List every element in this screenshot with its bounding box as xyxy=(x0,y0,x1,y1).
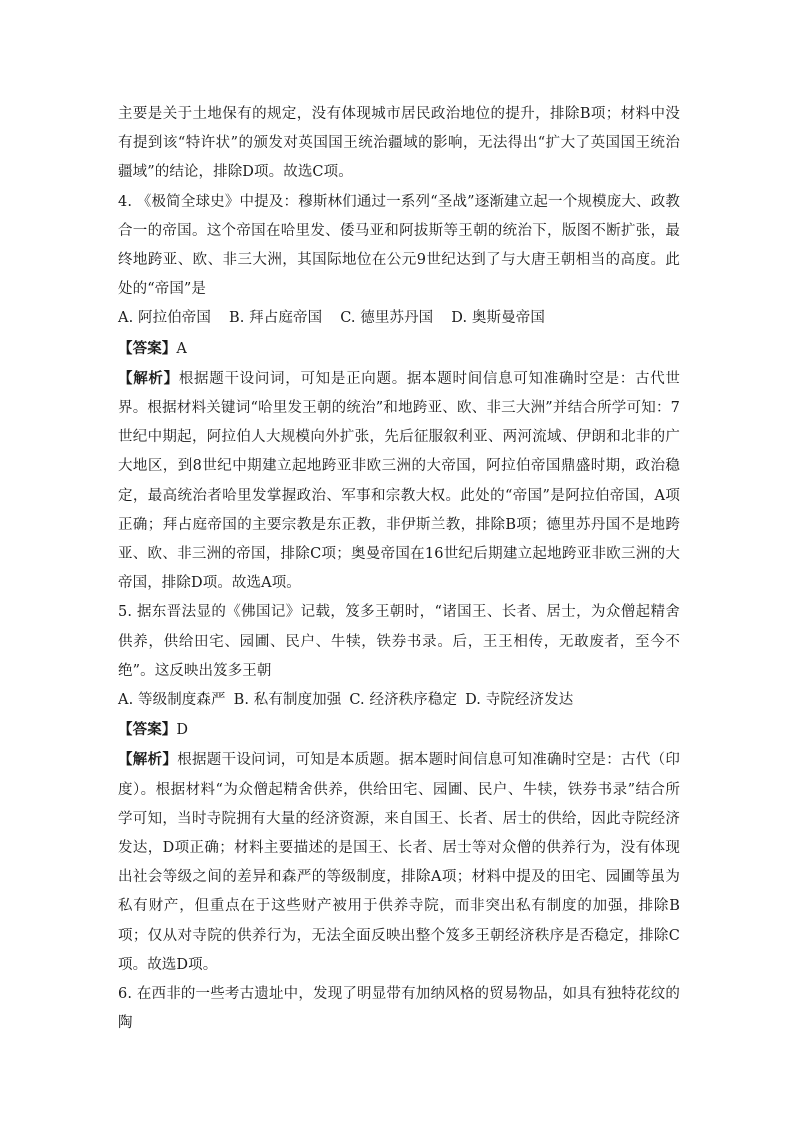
question-5-option-c: C. 经济秩序稳定 xyxy=(349,692,458,709)
question-5-analysis xyxy=(118,745,680,980)
question-5-options xyxy=(118,686,680,715)
question-4-options xyxy=(118,304,680,333)
answer-label: 【答案】 xyxy=(118,721,177,739)
question-4-option-d: D. 奥斯曼帝国 xyxy=(451,310,545,327)
question-5-option-b: B. 私有制度加强 xyxy=(233,692,342,709)
question-5-stem: 5. 据东晋法显的《佛国记》记载，笈多王朝时，“诸国王、长者、居士，为众僧起精舍供养，供给田宅、园圃、民户、牛犊，铁券书录。后，王王相传，无敢废者，至今不绝”。这反映出笈多王朝 xyxy=(118,604,680,679)
question-6-stem: 6. 在西非的一些考古遗址中，发现了明显带有加纳风格的贸易物品，如具有独特花纹的陶 xyxy=(118,986,680,1032)
analysis-text: 根据题干设问词，可知是正向题。据本题时间信息可知准确时空是：古代世界。根据材料关键词“哈里发王朝的统治”和地跨亚、欧、非三大洲”并结合所学可知：7世纪中期起，阿拉伯人大规模向外扩张，先后征服叙利亚、两河流域、伊朗和北非的广大地区，到8世纪中期建立起地跨亚非欧三洲的大帝国，阿拉伯帝国鼎盛时期，政治稳定，最高统治者哈里发掌握政治、军事和宗教大权。此处的“帝国”是阿拉伯帝国，A项正确；拜占庭帝国的主要宗教是东正教，非伊斯兰教，排除B项；德里苏丹国不是地跨亚、欧、非三洲的帝国，排除C项；奥曼帝国在16世纪后期建立起地跨亚非欧三洲的大帝国，排除D项。故选A项。 xyxy=(118,370,680,592)
question-5-answer xyxy=(118,715,680,745)
question-4-option-c: C. 德里苏丹国 xyxy=(340,310,434,327)
analysis-label: 【解析】 xyxy=(118,751,178,769)
analysis-text: 根据题干设问词，可知是本质题。据本题时间信息可知准确时空是：古代（印度）。根据材料“为众僧起精舍供养，供给田宅、园圃、民户、牛犊，铁券书录”结合所学可知，当时寺院拥有大量的经济资源，来自国王、长者、居士的供给，因此寺院经济发达，D项正确；材料主要描述的是国王、长者、居士等对众僧的供养行为，没有体现出社会等级之间的差异和森严的等级制度，排除A项；材料中提及的田宅、园圃等虽为私有财产，但重点在于这些财产被用于供养寺院，而非突出私有制度的加强，排除B项；仅从对寺院的供养行为，无法全面反映出整个笈多王朝经济秩序是否稳定，排除C项。故选D项。 xyxy=(118,752,680,973)
question-4-option-a: A. 阿拉伯帝国 xyxy=(118,310,211,327)
answer-value: A xyxy=(176,340,187,357)
question-4-option-b: B. 拜占庭帝国 xyxy=(229,310,323,327)
answer-value: D xyxy=(176,722,189,739)
question-5-option-d: D. 寺院经济发达 xyxy=(465,692,574,709)
question-5-option-a: A. 等级制度森严 xyxy=(118,692,226,709)
analysis-label: 【解析】 xyxy=(118,369,179,387)
answer-label: 【答案】 xyxy=(118,339,177,357)
question-4-analysis xyxy=(118,364,680,599)
document-content xyxy=(118,100,680,1039)
previous-question-explanation: 主要是关于土地保有的规定，没有体现城市居民政治地位的提升，排除B项；材料中没有提到该“特许状”的颁发对英国国王统治疆域的影响，无法得出“扩大了英国国王统治疆域”的结论，排除D项。故选C项。 xyxy=(118,106,680,181)
question-4-answer xyxy=(118,334,680,364)
question-4-stem: 4. 《极简全球史》中提及：穆斯林们通过一系列“圣战”逐渐建立起一个规模庞大、政教合一的帝国。这个帝国在哈里发、倭马亚和阿拔斯等王朝的统治下，版图不断扩张，最终地跨亚、欧、非三大洲，其国际地位在公元9世纪达到了与大唐王朝相当的高度。此处的“帝国”是 xyxy=(118,193,680,298)
